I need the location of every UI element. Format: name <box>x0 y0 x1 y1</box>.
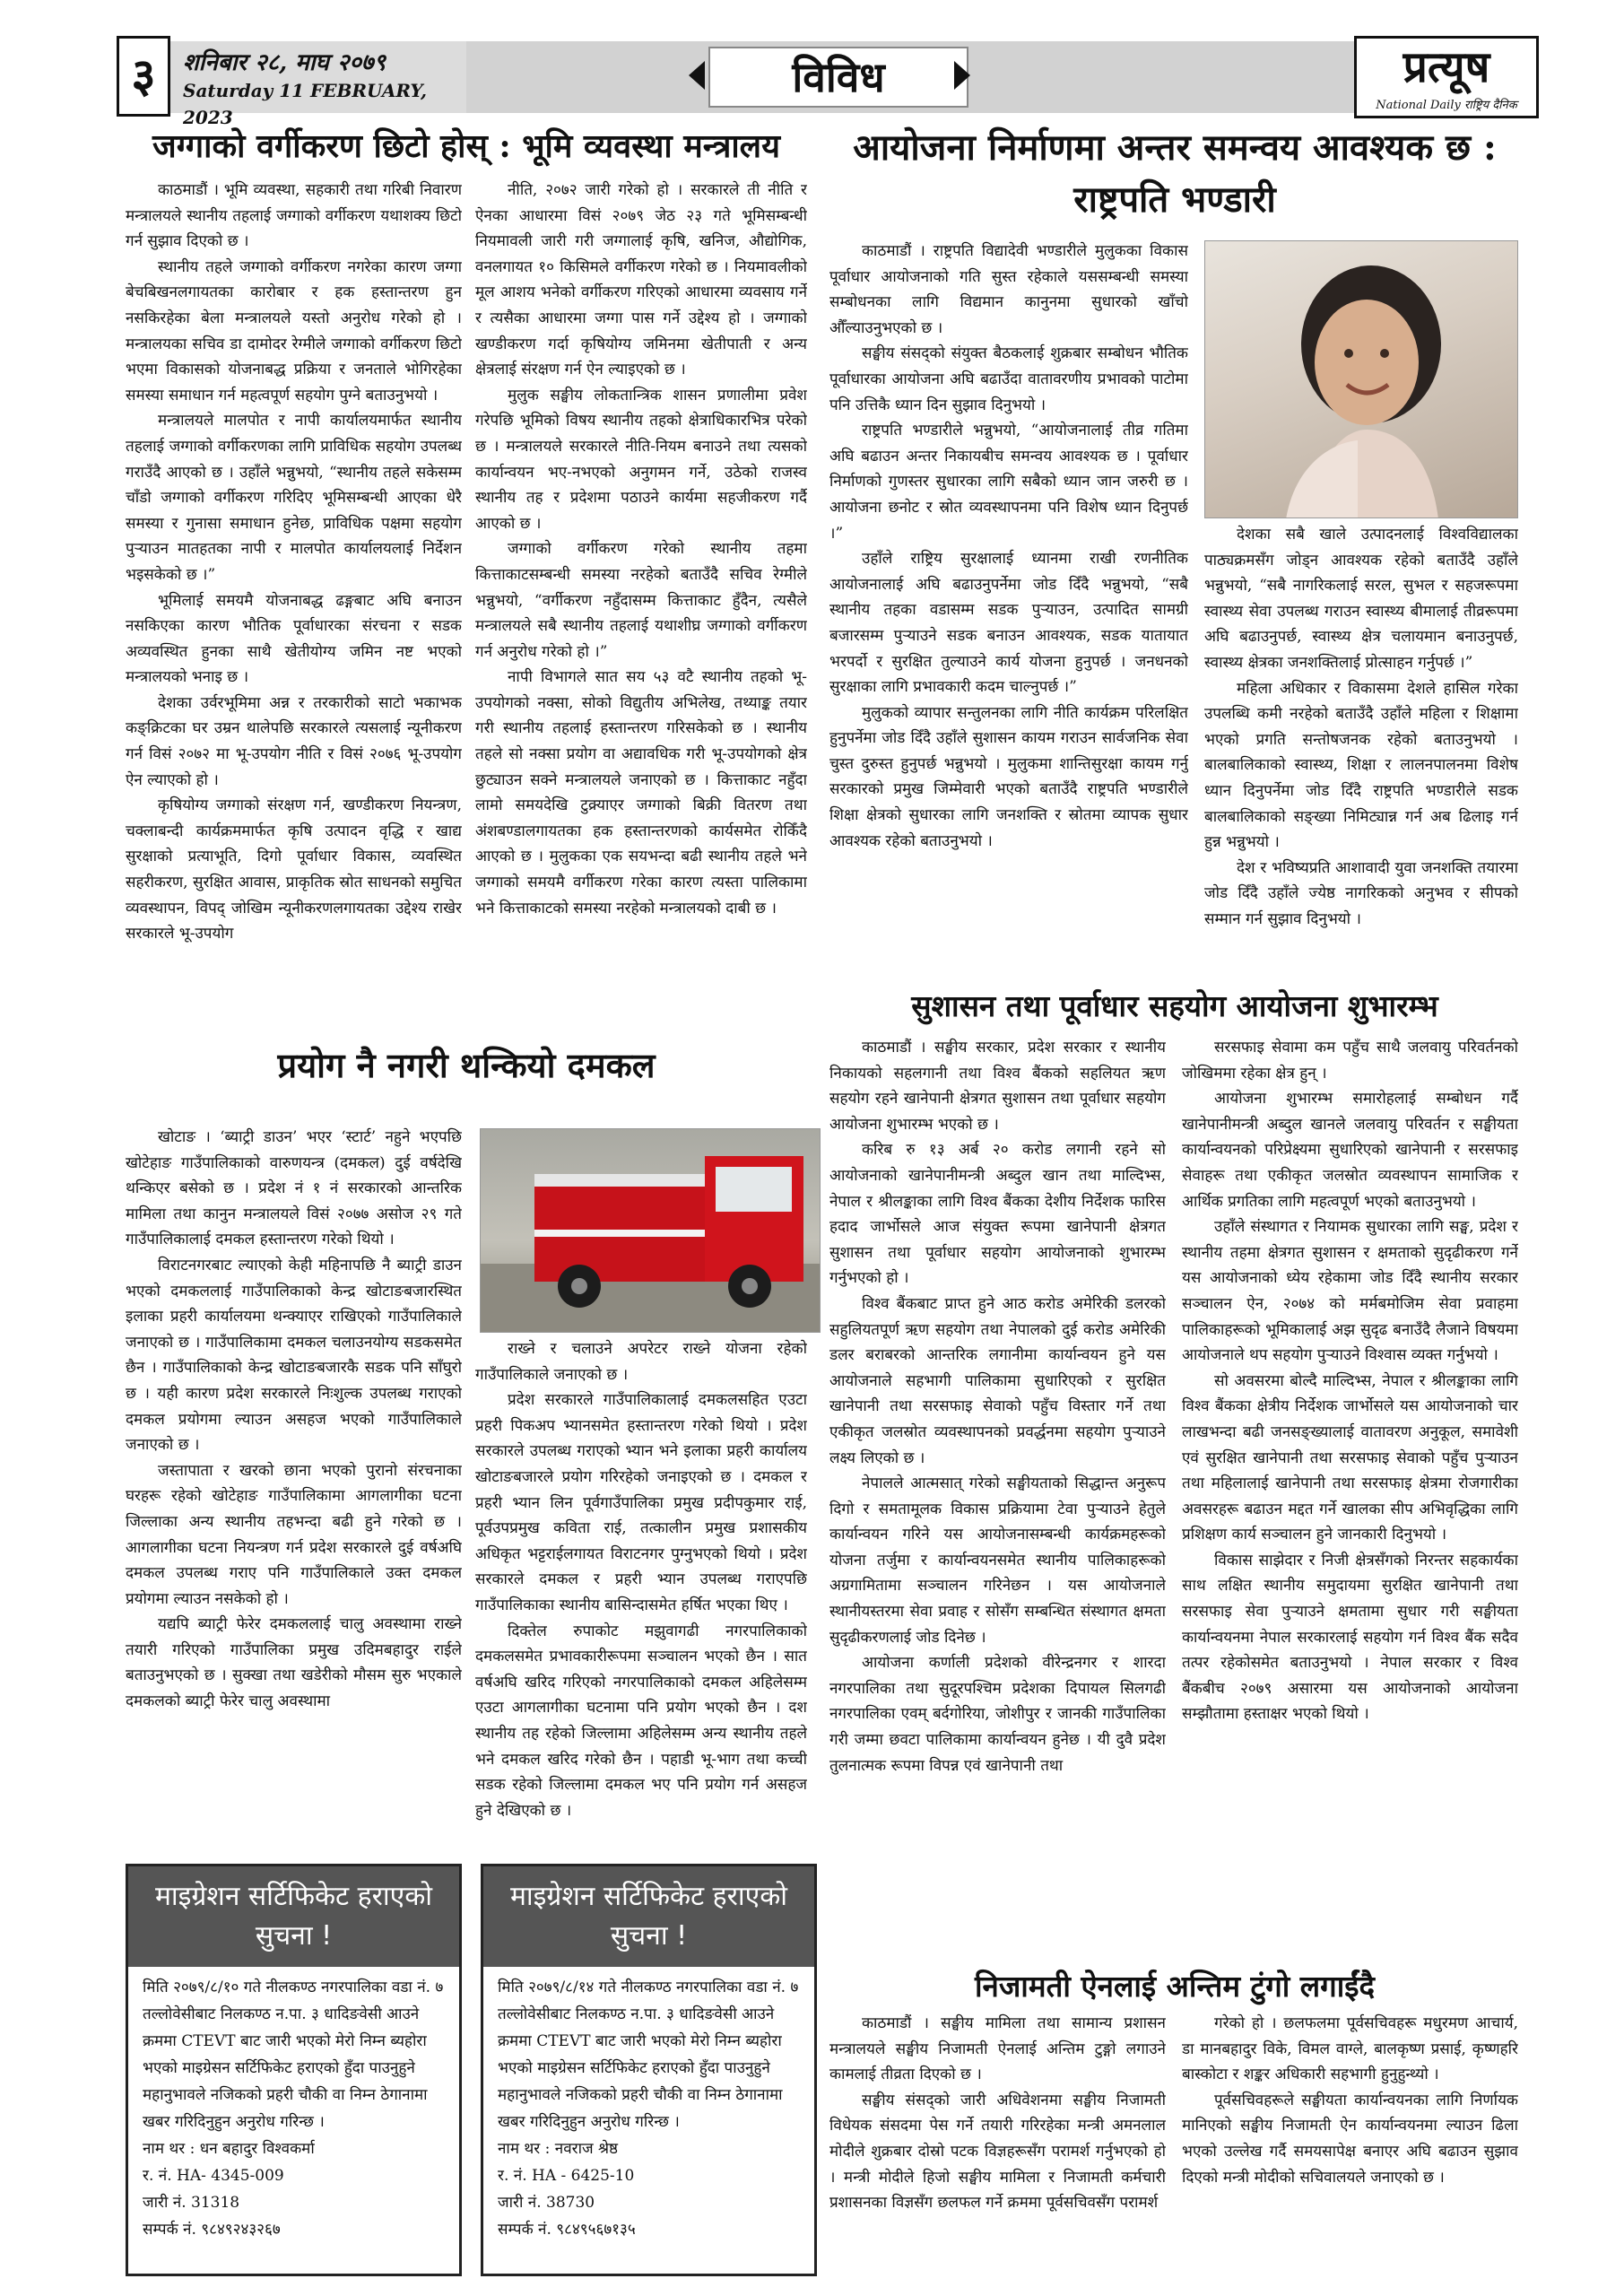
article2-headline-line2: राष्ट्रपति भण्डारी <box>1073 178 1276 221</box>
paragraph: सङ्घीय संसद्को संयुक्त बैठकलाई शुक्रबार सम्बोधन भौतिक पूर्वाधारका आयोजना अघि बढाउँदा वातावरणीय प्रभावको पाटोमा पनि उत्तिकै ध्यान दिन सुझाव दिनुभयो । <box>829 344 1188 414</box>
paragraph: मुलुकको व्यापार सन्तुलनका लागि नीति कार्यक्रम परिलक्षित हुनुपर्नेमा जोड दिँदै उहाँले सुशासन कायम गराउन सार्वजनिक सेवा चुस्त दुरुस्त हुनुपर्छ भन्नुभयो । मुलुकमा शान्तिसुरक्षा कायम गर्नु सरकारको प्रमुख जिम्मेवारी भएको बताउँदै राष्ट्रपति भण्डारीले शिक्षा क्षेत्रको सुधारका लागि जनशक्ति र स्रोतमा व्यापक सुधार आवश्यक रहेको बताउनुभयो । <box>829 703 1188 850</box>
notice-2-contact: सम्पर्क नं. ९८४९५६७१३५ <box>498 2221 636 2239</box>
article2-headline-line1: आयोजना निर्माणमा अन्तर समन्वय आवश्यक छ : <box>853 126 1497 169</box>
date-block <box>170 41 466 128</box>
paragraph: जस्तापाता र खरको छाना भएको पुरानो संरचनाका घरहरू रहेको खोटेहाङ गाउँपालिकामा आगलागीका घटना जिल्लाका अन्य स्थानीय तहभन्दा बढी हुने गरेको छ । आगलागीका घटना नियन्त्रण गर्न प्रदेश सरकारले दुई वर्षअघि दमकल उपलब्ध गराए पनि गाउँपालिकाले उक्त दमकल प्रयोगमा ल्याउन नसकेको हो । <box>126 1461 462 1608</box>
paragraph: काठमाडौं । भूमि व्यवस्था, सहकारी तथा गरिबी निवारण मन्त्रालयले स्थानीय तहलाई जग्गाको वर्गीकरण यथाशक्य छिटो गर्न सुझाव दिएको छ । <box>126 181 462 251</box>
article2-column-2 <box>1204 522 1518 975</box>
notice-1-body <box>128 1974 459 2243</box>
paragraph: देशका उर्वरभूमिमा अन्न र तरकारीको साटो भकाभक कङ्क्रिटका घर उम्रन थालेपछि सरकारले त्यसलाई न्यूनीकरण गर्न विसं २०७२ मा भू-उपयोग नीति र विसं २०७६ भू-उपयोग ऐन ल्याएको हो । <box>126 693 462 789</box>
paragraph: गरेको हो । छलफलमा पूर्वसचिवहरू मधुरमण आचार्य, डा मानबहादुर विके, विमल वाग्ले, बालकृष्ण प्रसाई, कृष्णहरि बास्कोटा र शङ्कर अधिकारी सहभागी हुनुहुन्थ्यो । <box>1182 2014 1518 2084</box>
article5-headline: निजामती ऐनलाई अन्तिम टुंगो लगाईंदै <box>974 1969 1376 2004</box>
notice-1-title: माइग्रेशन सर्टिफिकेट हराएको सुचना ! <box>128 1866 459 1967</box>
fire-truck-icon <box>481 1129 821 1333</box>
paragraph: महिला अधिकार र विकासमा देशले हासिल गरेका उपलब्धि कमी नरहेको बताउँदै उहाँले महिला र शिक्षामा भएको प्रगति सन्तोषजनक रहेको बताउनुभयो । बालबालिकाको स्वास्थ्य, शिक्षा र लालनपालनमा विशेष ध्यान दिनुपर्नेमा जोड दिँदै राष्ट्रपति भण्डारीले सडक बालबालिकाको सङ्ख्या निमिट्यान्न गर्न अब ढिलाइ गर्न हुन्न भन्नुभयो । <box>1204 679 1518 852</box>
paragraph: प्रदेश सरकारले गाउँपालिकालाई दमकलसहित एउटा प्रहरी पिकअप भ्यानसमेत हस्तान्तरण गरेको थियो । प्रदेश सरकारले उपलब्ध गराएको भ्यान भने इलाका प्रहरी कार्यालय खोटाङबजारले प्रयोग गरिरहेको जनाइएको छ । दमकल र प्रहरी भ्यान लिन पूर्वगाउँपालिका प्रमुख प्रदीपकुमार राई, पूर्वउपप्रमुख कविता राई, तत्कालीन प्रमुख प्रशासकीय अधिकृत भट्टराईलगायत विराटनगर पुग्नुभएको थियो । प्रदेश सरकारले दमकल र प्रहरी भ्यान उपलब्ध गराएपछि गाउँपालिकाका स्थानीय बासिन्दासमेत हर्षित भएका थिए । <box>475 1391 807 1614</box>
fire-truck-photo <box>480 1128 821 1333</box>
article1-headline: जग्गाको वर्गीकरण छिटो होस् : भूमि व्यवस्था मन्त्रालय <box>152 127 780 165</box>
article4-column-1 <box>829 1035 1166 1957</box>
notice-2-title: माइग्रेशन सर्टिफिकेट हराएको सुचना ! <box>483 1866 814 1967</box>
paragraph: पूर्वसचिवहरूले सङ्घीयता कार्यान्वयनका लागि निर्णायक मानिएको सङ्घीय निजामती ऐन कार्यान्वयनमा ल्याउन ढिला भएको उल्लेख गर्दै समयसापेक्ष बनाएर अघि बढाउन सुझाव दिएको मन्त्री मोदीको सचिवालयले जनाएको छ । <box>1182 2091 1518 2187</box>
paragraph: काठमाडौं । सङ्घीय सरकार, प्रदेश सरकार र स्थानीय निकायको सहलगानी तथा विश्व बैंकको सहलियत ऋण सहयोग रहने खानेपानी क्षेत्रगत सुशासन तथा पूर्वाधार सहयोग आयोजना शुभारम्भ भएको छ । <box>829 1039 1166 1134</box>
article3-column-1 <box>126 1125 462 1849</box>
paragraph: काठमाडौं । राष्ट्रपति विद्यादेवी भण्डारीले मुलुकका विकास पूर्वाधार आयोजनाको गति सुस्त रहेकाले यससम्बन्धी समस्या सम्बोधनका लागि विद्यमान कानुनमा सुधारको खाँचो औँल्याउनुभएको छ । <box>829 242 1188 337</box>
paragraph: काठमाडौं । सङ्घीय मामिला तथा सामान्य प्रशासन मन्त्रालयले सङ्घीय निजामती ऐनलाई अन्तिम टुङ्गो लगाउने कामलाई तीव्रता दिएको छ । <box>829 2014 1166 2084</box>
paragraph: यद्यपि ब्याट्री फेरेर दमकललाई चालु अवस्थामा राख्ने तयारी गरिएको गाउँपालिका प्रमुख उदिमबहादुर राईले बताउनुभएको छ । सुक्खा तथा खडेरीको मौसम सुरु भएकाले दमकलको ब्याट्री फेरेर चालु अवस्थामा <box>126 1615 462 1711</box>
notice-2-text: मिति २०७९/८/१४ गते नीलकण्ठ नगरपालिका वडा नं. ७ तल्लोवेसीबाट निलकण्ठ न.पा. ३ धादिङवेसी आउने क्रममा CTEVT बाट जारी भएको मेरो निम्न ब्यहोरा भएको माइग्रेसन सर्टिफिकेट हराएको हुँदा पाउनुहुने महानुभावले नजिकको प्रहरी चौकी वा निम्न ठेगानामा खबर गरिदिनुहुन अनुरोध गरिन्छ । <box>498 1979 799 2131</box>
notice-box-2 <box>481 1864 817 2276</box>
notice-2-name: नाम थर : नवराज श्रेष्ठ <box>498 2140 619 2158</box>
paragraph: आयोजना कर्णाली प्रदेशको वीरेन्द्रनगर र शारदा नगरपालिका तथा सुदूरपश्चिम प्रदेशका दिपायल सिलगढी नगरपालिका एवम् बर्दगोरिया, जोशीपुर र जानकी गाउँपालिका गरी जम्मा छवटा पालिकामा कार्यान्वयन हुनेछ । यी दुवै प्रदेश तुलनात्मक रूपमा विपन्न एवं खानेपानी तथा <box>829 1654 1166 1775</box>
notice-1-contact: सम्पर्क नं. ९८४९२४३२६७ <box>143 2221 281 2239</box>
paragraph: आयोजना शुभारम्भ समारोहलाई सम्बोधन गर्दै खानेपानीमन्त्री अब्दुल खानले जलवायु परिवर्तन र सङ्घीयता कार्यान्वयनको परिप्रेक्ष्यमा सुधारिएको खानेपानी र सरसफाइ सेवाहरू तथा एकीकृत जलस्रोत व्यवस्थापन सामाजिक र आर्थिक प्रगतिका लागि महत्वपूर्ण भएको बताउनुभयो । <box>1182 1090 1518 1211</box>
paragraph: कृषियोग्य जग्गाको संरक्षण गर्न, खण्डीकरण नियन्त्रण, चक्लाबन्दी कार्यक्रममार्फत कृषि उत्पादन वृद्धि र खाद्य सुरक्षाको प्रत्याभूति, दिगो पूर्वाधार विकास, व्यवस्थित सहरीकरण, सुरक्षित आवास, प्राकृतिक स्रोत साधनको समुचित व्यवस्थापन, विपद् जोखिम न्यूनीकरणलगायतका उद्देश्य राखेर सरकारले भू-उपयोग <box>126 796 462 944</box>
paragraph: करिब रु १३ अर्ब २० करोड लगानी रहने सो आयोजनाको खानेपानीमन्त्री अब्दुल खान तथा माल्दिभ्स, नेपाल र श्रीलङ्काका लागि विश्व बैंकका देशीय निर्देशक फारिस हदाद जार्भोसले आज संयुक्त रूपमा खानेपानी क्षेत्रगत सुशासन तथा पूर्वाधार सहयोग आयोजनाको शुभारम्भ गर्नुभएको हो । <box>829 1141 1166 1288</box>
paragraph: स्थानीय तहले जग्गाको वर्गीकरण नगरेका कारण जग्गा बेचबिखनलगायतका कारोबार र हक हस्तान्तरण हुन नसकिरहेका बेला मन्त्रालयले यस्तो अनुरोध गरेको हो । मन्त्रालयका सचिव डा दामोदर रेग्मीले जग्गाको वर्गीकरण छिटो भएमा विकासको योजनाबद्ध प्रक्रिया र जनताले भोगिरहेका समस्या समाधान गर्न महत्वपूर्ण सहयोग पुग्ने बताउनुभयो । <box>126 257 462 404</box>
section-title: विविध <box>708 47 968 108</box>
paragraph: नापी विभागले सात सय ५३ वटै स्थानीय तहको भू-उपयोगको नक्सा, सोको विद्युतीय अभिलेख, तथ्याङ्क तयार गरी स्थानीय तहलाई हस्तान्तरण गरिसकेको छ । स्थानीय तहले सो नक्सा प्रयोग वा अद्यावधिक गरी भू-उपयोगको क्षेत्र छुट्याउन सक्ने मन्त्रालयले जनाएको छ । कित्ताकाट नहुँदा लामो समयदेखि टुक्र्याएर जग्गाको बिक्री वितरण तथा अंशबण्डालगायतका हक हस्तान्तरणको कार्यसमेत रोकिँदै आएको छ । मुलुकका एक सयभन्दा बढी स्थानीय तहले भने जग्गाको समयमै वर्गीकरण गरेका कारण त्यस्ता पालिकामा भने कित्ताकाटको समस्या नरहेको मन्त्रालयको दाबी छ । <box>475 668 807 918</box>
article2-column-1 <box>829 239 1188 974</box>
logo-text: प्रत्यूष <box>1403 42 1490 92</box>
paragraph: विराटनगरबाट ल्याएको केही महिनापछि नै ब्याट्री डाउन भएको दमकललाई गाउँपालिकाको केन्द्र खोटाङबजारस्थित इलाका प्रहरी कार्यालयमा थन्क्याएर राखिएको गाउँपालिकाले जनाएको छ । गाउँपालिकामा दमकल चलाउनयोग्य सडकसमेत छैन । गाउँपालिकाको केन्द्र खोटाङबजारकै सडक पनि साँघुरो छ । यही कारण प्रदेश सरकारले निःशुल्क उपलब्ध गराएको दमकल प्रयोगमा ल्याउन असहज भएको गाउँपालिकाले जनाएको छ । <box>126 1256 462 1455</box>
notice-1-issue: जारी नं. 31318 <box>143 2194 240 2212</box>
paragraph: विश्व बैंकबाट प्राप्त हुने आठ करोड अमेरिकी डलरको सहुलियतपूर्ण ऋण सहयोग तथा नेपालको दुई करोड अमेरिकी डलर बराबरको आन्तरिक लगानीमा कार्यान्वयन हुने यस आयोजनाले सहभागी पालिकामा सुधारिएको र सुरक्षित खानेपानी तथा सरसफाइ सेवाको पहुँच विस्तार गर्ने तथा एकीकृत जलस्रोत व्यवस्थापनको प्रवर्द्धनमा सहयोग पुऱ्याउने लक्ष्य लिएको छ । <box>829 1294 1166 1467</box>
article4-column-2 <box>1182 1035 1518 1957</box>
paragraph: जग्गाको वर्गीकरण गरेको स्थानीय तहमा कित्ताकाटसम्बन्धी समस्या नरहेको बताउँदै सचिव रेग्मीले भन्नुभयो, “वर्गीकरण नहुँदासम्म कित्ताकाट हुँदैन, त्यसैले मन्त्रालयले सबै स्थानीय तहलाई यथाशीघ्र जग्गाको वर्गीकरण गर्न अनुरोध गरेको हो ।” <box>475 540 807 661</box>
notice-1-name: नाम थर : धन बहादुर विश्वकर्मा <box>143 2140 315 2158</box>
paragraph: सो अवसरमा बोल्दै माल्दिभ्स, नेपाल र श्रीलङ्काका लागि विश्व बैंकका क्षेत्रीय निर्देशक जार्भोसले यस आयोजनाको चार लाखभन्दा बढी जनसङ्ख्यालाई वातावरण अनुकूल, समावेशी एवं सुरक्षित खानेपानी तथा सरसफाइ सेवाको पहुँच पुऱ्याउन तथा महिलालाई खानेपानी तथा सरसफाइ क्षेत्रमा रोजगारीका अवसरहरू बढाउन मद्दत गर्ने खालका सीप अभिवृद्धिका लागि प्रशिक्षण कार्य सञ्चालन हुने जानकारी दिनुभयो । <box>1182 1371 1518 1544</box>
president-portrait-icon <box>1205 241 1518 518</box>
article1-column-1 <box>126 178 462 1034</box>
notice-2-body <box>483 1974 814 2243</box>
president-photo <box>1204 240 1518 518</box>
arrow-left-icon <box>689 61 705 90</box>
article5-column-2 <box>1182 2011 1518 2271</box>
paragraph: विकास साझेदार र निजी क्षेत्रसँगको निरन्तर सहकार्यका साथ लक्षित स्थानीय समुदायमा सुरक्षित खानेपानी तथा सरसफाइ सेवा पुऱ्याउने क्षमतामा सुधार गरी सङ्घीयता कार्यान्वयनमा नेपाल सरकारलाई सहयोग गर्न विश्व बैंक सदैव तत्पर रहेकोसमेत बताउनुभयो । नेपाल सरकार र विश्व बैंकबीच २०७९ असारमा यस आयोजनाको आयोजना सम्झौतामा हस्ताक्षर भएको थियो । <box>1182 1551 1518 1724</box>
article3-column-2 <box>475 1336 807 1849</box>
paragraph: नीति, २०७२ जारी गरेको हो । सरकारले ती नीति र ऐनका आधारमा विसं २०७९ जेठ २३ गते भूमिसम्बन्धी नियमावली जारी गरी जग्गालाई कृषि, खनिज, औद्योगिक, वनलगायत १० किसिमले वर्गीकरण गरेको छ । नियमावलीको मूल आशय भनेको वर्गीकरण गरिएको आधारमा व्यवसाय गर्ने र त्यसैका आधारमा जग्गा पास गर्ने उद्देश्य हो । जग्गाको खण्डीकरण गर्दा कृषियोग्य जमिनमा खेतीपाती र अन्य क्षेत्रलाई संरक्षण गर्न ऐन ल्याइएको छ । <box>475 181 807 379</box>
notice-2-reg: र. नं. HA - 6425-10 <box>498 2167 635 2185</box>
paragraph: मुलुक सङ्घीय लोकतान्त्रिक शासन प्रणालीमा प्रवेश गरेपछि भूमिको विषय स्थानीय तहको क्षेत्राधिकारभित्र परेको छ । मन्त्रालयले सरकारले नीति-नियम बनाउने तथा त्यसको कार्यान्वयन भए-नभएको अनुगमन गर्ने, उठेको राजस्व स्थानीय तह र प्रदेशमा पठाउने कार्यमा सहजीकरण गर्दै आएको छ । <box>475 386 807 533</box>
paragraph: उहाँले संस्थागत र नियामक सुधारका लागि सङ्घ, प्रदेश र स्थानीय तहमा क्षेत्रगत सुशासन र क्षमताको सुदृढीकरण गर्ने यस आयोजनाको ध्येय रहेकामा जोड दिँदै स्थानीय सरकार सञ्चालन ऐन, २०७४ को मर्मबमोजिम सेवा प्रवाहमा पालिकाहरूको भूमिकालाई अझ सुदृढ बनाउँदै लैजाने विषयमा आयोजनाले थप सहयोग पुऱ्याउने विश्वास व्यक्त गर्नुभयो । <box>1182 1218 1518 1365</box>
date-nepali: शनिबार २८, माघ २०७९ <box>183 49 386 76</box>
paragraph: खोटाङ । ‘ब्याट्री डाउन’ भएर ‘स्टार्ट’ नहुने भएपछि खोटेहाङ गाउँपालिकाको वारुणयन्त्र (दमकल) दुई वर्षदेखि थन्किएर बसेको छ । प्रदेश नं १ नं सरकारको आन्तरिक मामिला तथा कानुन मन्त्रालयले विसं २०७७ असोज २९ गते गाउँपालिकालाई दमकल हस्तान्तरण गरेको थियो । <box>126 1128 462 1249</box>
notice-2-issue: जारी नं. 38730 <box>498 2194 595 2212</box>
date-english: Saturday 11 FEBRUARY, 2023 <box>183 80 428 128</box>
notice-box-1 <box>126 1864 462 2276</box>
arrow-right-icon <box>954 61 970 90</box>
paragraph: देशका सबै खाले उत्पादनलाई विश्वविद्यालका पाठ्यक्रमसँग जोड्न आवश्यक रहेको बताउँदै उहाँले भन्नुभयो, “सबै नागरिकलाई सरल, सुभल र सहजरूपमा स्वास्थ्य सेवा उपलब्ध गराउन स्वास्थ्य बीमालाई तीव्ररूपमा अघि बढाउनुपर्छ, स्वास्थ्य क्षेत्र चलायमान बनाउनुपर्छ, स्वास्थ्य क्षेत्रका जनशक्तिलाई प्रोत्साहन गर्नुपर्छ ।” <box>1204 526 1518 672</box>
paragraph: मन्त्रालयले मालपोत र नापी कार्यालयमार्फत स्थानीय तहलाई जग्गाको वर्गीकरणका लागि प्राविधिक सहयोग उपलब्ध गराउँदै आएको छ । उहाँले भन्नुभयो, “स्थानीय तहले सकेसम्म चाँडो जग्गाको वर्गीकरण गरिदिए भूमिसम्बन्धी आएका धेरै समस्या र गुनासा समाधान हुनेछ, प्राविधिक पक्षमा सहयोग पुऱ्याउन मातहतका नापी र मालपोत कार्यालयलाई निर्देशन भइसकेको छ ।” <box>126 412 462 584</box>
paragraph: नेपालले आत्मसात् गरेको सङ्घीयताको सिद्धान्त अनुरूप दिगो र समतामूलक विकास प्रक्रियामा टेवा पुऱ्याउने हेतुले कार्यान्वयन गरिने यस आयोजनासम्बन्धी कार्यक्रमहरूको योजना तर्जुमा र कार्यान्वयनसमेत स्थानीय पालिकाहरूको अग्रगामितामा सञ्चालन गरिनेछन । यस आयोजनाले स्थानीयस्तरमा सेवा प्रवाह र सोसँग सम्बन्धित संस्थागत क्षमता सुदृढीकरणलाई जोड दिनेछ । <box>829 1474 1166 1647</box>
page-number: ३ <box>117 36 170 117</box>
paragraph: देश र भविष्यप्रति आशावादी युवा जनशक्ति तयारमा जोड दिँदै उहाँले ज्येष्ठ नागरिकको अनुभव र सीपको सम्मान गर्न सुझाव दिनुभयो । <box>1204 858 1518 928</box>
paragraph: राष्ट्रपति भण्डारीले भन्नुभयो, “आयोजनालाई तीव्र गतिमा अघि बढाउन अन्तर निकायबीच समन्वय आवश्यक छ । पूर्वाधार निर्माणको गुणस्तर सुधारका लागि सबैको ध्यान जान जरुरी छ । आयोजना छनोट र स्रोत व्यवस्थापनमा पनि विशेष ध्यान दिनुपर्छ ।” <box>829 422 1188 543</box>
paragraph: उहाँले राष्ट्रिय सुरक्षालाई ध्यानमा राखी रणनीतिक आयोजनालाई अघि बढाउनुपर्नेमा जोड दिँदै भन्नुभयो, “सबै स्थानीय तहका वडासम्म सडक पुऱ्याउन, उत्पादित सामग्री बजारसम्म पुऱ्याउने सडक बनाउन आवश्यक, सडक यातायात भरपर्दो र सुरक्षित तुल्याउने कार्य योजना हुनुपर्छ । जनधनको सुरक्षाका लागि प्रभावकारी कदम चाल्नुपर्छ ।” <box>829 550 1188 697</box>
paragraph: सङ्घीय संसद्को जारी अधिवेशनमा सङ्घीय निजामती विधेयक संसदमा पेस गर्ने तयारी गरिरहेका मन्त्री अमनलाल मोदीले शुक्रबार दोस्रो पटक विज्ञहरूसँग परामर्श गर्नुभएको हो । मन्त्री मोदीले हिजो सङ्घीय मामिला र निजामती कर्मचारी प्रशासनका विज्ञसँग छलफल गर्ने क्रममा पूर्वसचिवसँग परामर्श <box>829 2091 1166 2213</box>
paragraph: राख्ने र चलाउने अपरेटर राख्ने योजना रहेको गाउँपालिकाले जनाएको छ । <box>475 1340 807 1384</box>
newspaper-logo <box>1354 36 1539 118</box>
paragraph: भूमिलाई समयमै योजनाबद्ध ढङ्गबाट अघि बनाउन नसकिएका कारण भौतिक पूर्वाधारका संरचना र सडक अव्यवस्थित हुनका साथै खेतीयोग्य जमिन नष्ट भएको मन्त्रालयको भनाइ छ । <box>126 591 462 687</box>
paragraph: दिक्तेल रुपाकोट मझुवागढी नगरपालिकाको दमकलसमेत प्रभावकारीरूपमा सञ्चालन भएको छैन । सात वर्षअघि खरिद गरिएको नगरपालिकाको दमकल अहिलेसम्म एउटा आगलागीका घटनामा पनि प्रयोग भएको छैन । दश स्थानीय तह रहेको जिल्लामा अहिलेसम्म अन्य स्थानीय तहले भने दमकल खरिद गरेको छैन । पहाडी भू-भाग तथा कच्ची सडक रहेको जिल्लामा दमकल भए पनि प्रयोग गर्न असहज हुने देखिएको छ । <box>475 1622 807 1820</box>
article1-column-2 <box>475 178 807 1034</box>
article4-headline: सुशासन तथा पूर्वाधार सहयोग आयोजना शुभारम्भ <box>911 988 1438 1023</box>
logo-subtitle: National Daily राष्ट्रिय दैनिक <box>1376 99 1517 112</box>
notice-1-reg: र. नं. HA- 4345-009 <box>143 2167 284 2185</box>
article5-column-1 <box>829 2011 1166 2271</box>
notice-1-text: मिति २०७९/८/१० गते नीलकण्ठ नगरपालिका वडा नं. ७ तल्लोवेसीबाट निलकण्ठ न.पा. ३ धादिङवेसी आउने क्रममा CTEVT बाट जारी भएको मेरो निम्न ब्यहोरा भएको माइग्रेसन सर्टिफिकेट हराएको हुँदा पाउनुहुने महानुभावले नजिकको प्रहरी चौकी वा निम्न ठेगानामा खबर गरिदिनुहुन अनुरोध गरिन्छ । <box>143 1979 444 2131</box>
paragraph: सरसफाइ सेवामा कम पहुँच साथै जलवायु परिवर्तनको जोखिममा रहेका क्षेत्र हुन् । <box>1182 1039 1518 1083</box>
article3-headline: प्रयोग नै नगरी थन्कियो दमकल <box>277 1045 656 1085</box>
